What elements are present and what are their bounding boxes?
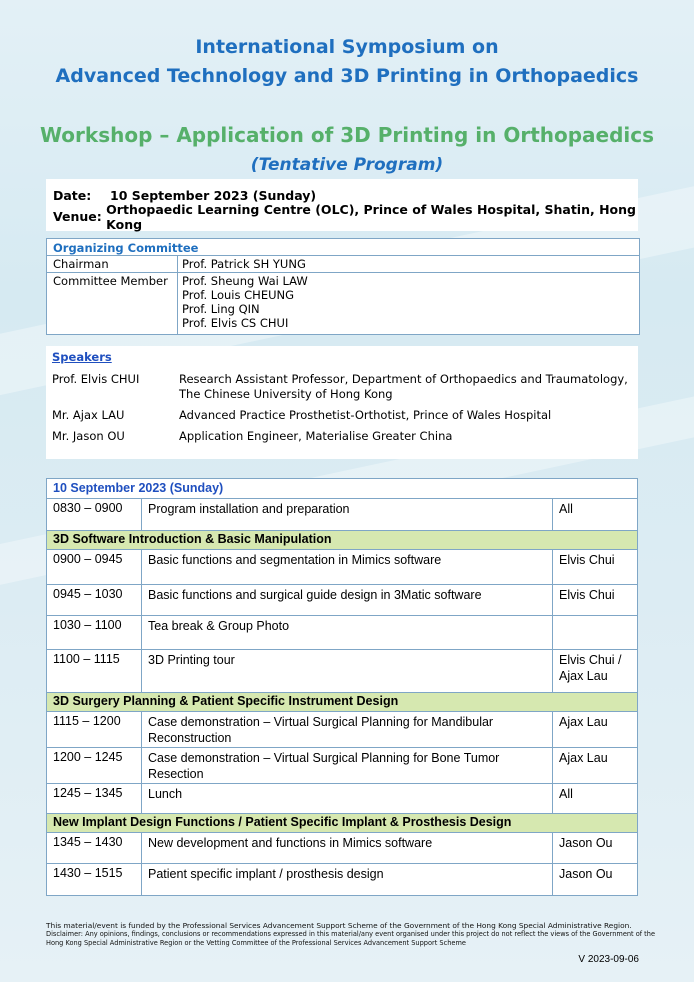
- venue-value: Orthopaedic Learning Centre (OLC), Prince of Wales Hospital, Shatin, Hong Kong: [106, 201, 636, 232]
- date-value: 10 September 2023 (Sunday): [110, 188, 317, 203]
- section-heading: 3D Software Introduction & Basic Manipulation: [47, 531, 637, 550]
- table-row: [47, 833, 637, 864]
- table-row: [47, 712, 637, 748]
- row-time: 0900 – 0945: [47, 550, 142, 584]
- event-info: [46, 179, 638, 231]
- organizing-committee-table: [46, 238, 640, 335]
- table-row: [47, 748, 637, 784]
- row-activity: Basic functions and segmentation in Mimics software: [142, 550, 553, 584]
- members-label: Committee Member: [47, 273, 178, 334]
- row-time: 1030 – 1100: [47, 616, 142, 649]
- table-row: [47, 616, 637, 650]
- table-row: [47, 650, 637, 693]
- row-time: 0945 – 1030: [47, 585, 142, 615]
- member-name: Prof. Elvis CS CHUI: [182, 316, 289, 330]
- speaker-row: [52, 429, 632, 444]
- row-activity: Lunch: [142, 784, 553, 813]
- table-row: [47, 499, 637, 531]
- row-activity: Basic functions and surgical guide design in 3Matic software: [142, 585, 553, 615]
- row-time: 1430 – 1515: [47, 864, 142, 895]
- speakers-heading: Speakers: [52, 350, 112, 364]
- table-row: [47, 550, 637, 585]
- speakers-section: [46, 346, 638, 459]
- row-presenter: All: [559, 502, 573, 516]
- section-heading: New Implant Design Functions / Patient Specific Implant & Prosthesis Design: [47, 814, 637, 833]
- row-activity: Tea break & Group Photo: [142, 616, 553, 649]
- workshop-title: Workshop – Application of 3D Printing in Orthopaedics: [39, 123, 655, 147]
- table-row: [47, 864, 637, 895]
- row-presenter: All: [559, 787, 573, 801]
- committee-heading: Organizing Committee: [47, 239, 639, 256]
- section-heading: 3D Surgery Planning & Patient Specific Instrument Design: [47, 693, 637, 712]
- program-subtitle: (Tentative Program): [250, 155, 444, 175]
- row-time: 0830 – 0900: [47, 499, 142, 530]
- row-presenter: Elvis Chui: [559, 553, 615, 567]
- row-activity: Case demonstration – Virtual Surgical Planning for Bone Tumor Resection: [142, 748, 553, 783]
- date-label: Date:: [53, 188, 92, 203]
- row-presenter: [553, 616, 637, 649]
- version-label: V 2023-09-06: [578, 954, 639, 965]
- row-presenter: Jason Ou: [559, 836, 613, 850]
- title-line-1: International Symposium on: [195, 36, 499, 58]
- member-name: Prof. Sheung Wai LAW: [182, 274, 308, 288]
- row-presenter: Elvis Chui: [559, 588, 615, 602]
- row-presenter: Ajax Lau: [559, 715, 608, 729]
- speaker-role: Advanced Practice Prosthetist-Orthotist, Prince of Wales Hospital: [179, 408, 552, 422]
- row-time: 1345 – 1430: [47, 833, 142, 863]
- table-row: [47, 784, 637, 814]
- funding-statement: This material/event is funded by the Professional Services Advancement Support Scheme of the Government of the Hong Kong Special Administrative Region.: [46, 921, 632, 930]
- member-name: Prof. Louis CHEUNG: [182, 288, 295, 302]
- members-list: [178, 273, 312, 334]
- venue-label: Venue:: [53, 209, 102, 224]
- speaker-row: [52, 408, 632, 423]
- row-time: 1115 – 1200: [47, 712, 142, 747]
- row-time: 1100 – 1115: [47, 650, 142, 692]
- row-time: 1200 – 1245: [47, 748, 142, 783]
- program-table: [46, 478, 638, 896]
- speaker-name: Mr. Jason OU: [52, 429, 125, 443]
- row-time: 1245 – 1345: [47, 784, 142, 813]
- chair-label: Chairman: [47, 256, 178, 272]
- row-presenter: Elvis Chui / Ajax Lau: [559, 653, 622, 683]
- row-activity: Program installation and preparation: [142, 499, 553, 530]
- speaker-row: [52, 372, 632, 402]
- row-activity: 3D Printing tour: [142, 650, 553, 692]
- member-name: Prof. Ling QIN: [182, 302, 260, 316]
- row-presenter: Jason Ou: [559, 867, 613, 881]
- speaker-role: Research Assistant Professor, Department of Orthopaedics and Traumatology, The Chinese University of Hong Kong: [179, 372, 628, 401]
- title-line-2: Advanced Technology and 3D Printing in Orthopaedics: [55, 65, 639, 87]
- program-day-heading: 10 September 2023 (Sunday): [47, 479, 637, 499]
- row-activity: New development and functions in Mimics software: [142, 833, 553, 863]
- speaker-name: Mr. Ajax LAU: [52, 408, 125, 422]
- row-presenter: Ajax Lau: [559, 751, 608, 765]
- table-row: [47, 585, 637, 616]
- disclaimer: Disclaimer: Any opinions, findings, conclusions or recommendations expressed in this material/any event organised under this project do not reflect the views of the Government of the Hong Kong Special Administrative Region or the Vetting Committee of the Professional Services Advancement Support Scheme: [46, 930, 656, 947]
- row-activity: Case demonstration – Virtual Surgical Planning for Mandibular Reconstruction: [142, 712, 553, 747]
- row-activity: Patient specific implant / prosthesis design: [142, 864, 553, 895]
- footer: [46, 921, 656, 948]
- speaker-role: Application Engineer, Materialise Greater China: [179, 429, 453, 443]
- chair-name: Prof. Patrick SH YUNG: [182, 257, 306, 271]
- speaker-name: Prof. Elvis CHUI: [52, 372, 140, 386]
